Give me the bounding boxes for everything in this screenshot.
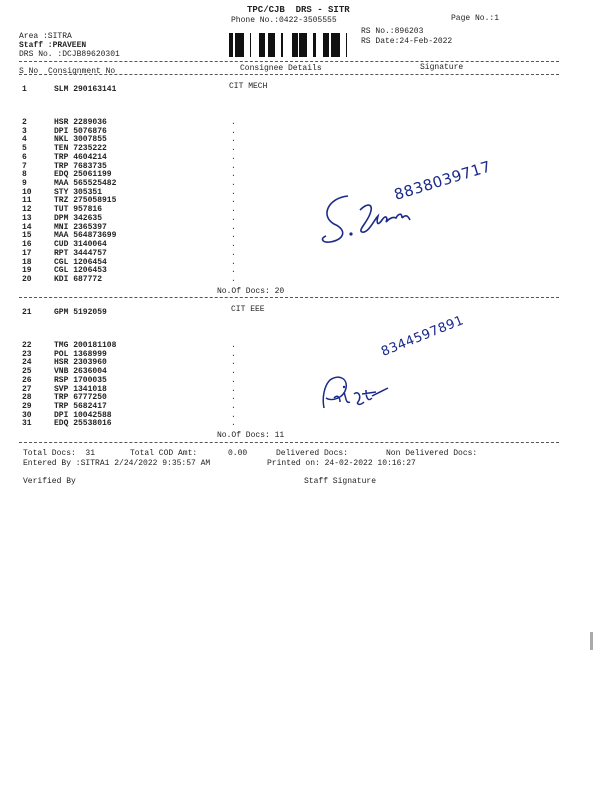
printed-on: Printed on: 24-02-2022 10:16:27 [267,459,416,468]
barcode-bar [323,33,325,57]
consignee-placeholder-dot: . [231,367,236,377]
table-row-consignment: CGL 1206453 [54,266,107,276]
barcode-bar [259,33,262,57]
consignee-placeholder-dot: . [231,179,236,189]
non-delivered-docs: Non Delivered Docs: [386,449,478,458]
table-row-sno: 18 [22,257,32,267]
verified-by: Verified By [23,477,76,486]
group2-signature-scribble [316,368,406,418]
barcode-bar [331,33,334,57]
barcode-bar [250,33,251,57]
barcode-bar [293,33,295,57]
barcode-bar [292,33,293,57]
table-row-consignment: TMG 200181108 [54,341,117,350]
table-row-consignment: DPI 5076876 [54,126,107,136]
table-row-sno: 30 [22,410,32,420]
group1-consignee: CIT MECH [229,82,268,91]
consignee-placeholder-dot: . [231,393,236,403]
table-row-consignment: HSR 2289036 [54,118,107,127]
barcode-bar [295,33,298,57]
table-row-sno: 31 [22,419,32,429]
table-row-sno: 17 [22,248,32,258]
consignee-placeholder-dot: . [231,410,236,420]
barcode-bar [304,33,305,57]
consignee-placeholder-dot: . [231,187,236,197]
table-row-sno: 14 [22,222,32,232]
barcode-bar [313,33,316,57]
table-row-sno: 15 [22,231,32,241]
consignee-placeholder-dot: . [231,274,236,284]
group1-handwritten-phone: 8838039717 [391,157,494,204]
staff-label: Staff :PRAVEEN [19,41,87,50]
consignee-placeholder-dot: . [231,170,236,180]
table-row-sno: 9 [22,179,27,189]
consignee-placeholder-dot: . [231,126,236,136]
barcode-bar [271,33,274,57]
group2-doc-count: No.Of Docs: 11 [217,431,285,440]
table-row-consignment: DPI 10042588 [54,410,112,420]
table-row-consignment: NKL 3007855 [54,135,107,145]
entered-by: Entered By :SITRA1 2/24/2022 9:35:57 AM [23,459,211,468]
table-row-consignment: EDQ 25538016 [54,419,112,429]
table-row-sno: 28 [22,393,32,403]
group1-doc-count: No.Of Docs: 20 [217,287,285,296]
barcode-bar [328,33,329,57]
group1-first-sno: 1 [22,85,27,94]
rs-number: RS No.:896203 [361,27,424,36]
barcode-bar [268,33,269,57]
table-row-consignment: EDQ 25061199 [54,170,112,180]
header-divider [19,61,559,62]
scan-artifact [590,632,593,650]
consignee-placeholder-dot: . [231,222,236,232]
table-row-sno: 5 [22,144,27,154]
staff-signature-label: Staff Signature [304,477,377,486]
table-row-sno: 2 [22,118,27,127]
table-row-sno: 26 [22,375,32,385]
barcode-bar [229,33,232,57]
group1-signature-scribble [318,184,558,254]
table-row-consignment: TRP 4604214 [54,152,107,162]
table-row-consignment: RPT 3444757 [54,248,107,258]
table-row-consignment: SVP 1341018 [54,384,107,394]
barcode-bar [335,33,337,57]
col-sno-header: S No [19,67,39,76]
barcode-bar [325,33,328,57]
table-row-sno: 4 [22,135,27,145]
table-row-consignment: MNI 2365397 [54,222,107,232]
col-signature-header: Signature [420,63,464,72]
document-title: TPC/CJB DRS - SITR [247,5,350,15]
consignee-placeholder-dot: . [231,213,236,223]
group1-first-consignment: SLM 290163141 [54,85,117,94]
consignee-placeholder-dot: . [231,248,236,258]
table-row-sno: 19 [22,266,32,276]
table-row-sno: 13 [22,213,32,223]
table-row-consignment: RSP 1700035 [54,375,107,385]
barcode-bar [263,33,265,57]
barcode-bar [346,33,347,57]
barcode-bar [299,33,301,57]
consignee-placeholder-dot: . [231,144,236,154]
barcode-bar [241,33,244,57]
barcode-bar [262,33,263,57]
table-row-sno: 12 [22,205,32,215]
footer-divider [19,442,559,443]
table-row-sno: 6 [22,152,27,162]
table-row-sno: 27 [22,384,32,394]
table-row-consignment: MAA 565525482 [54,179,117,189]
barcode-bar [238,33,239,57]
table-row-consignment: KDI 687772 [54,274,103,284]
table-row-sno: 3 [22,126,27,136]
table-row-sno: 16 [22,240,32,250]
barcode-bar [239,33,241,57]
consignee-placeholder-dot: . [231,358,236,368]
group-divider [19,297,559,298]
rs-date: RS Date:24-Feb-2022 [361,37,453,46]
consignee-placeholder-dot: . [231,419,236,429]
group2-consignee: CIT EEE [231,305,265,314]
consignee-placeholder-dot: . [231,196,236,206]
table-row-sno: 29 [22,402,32,412]
consignee-placeholder-dot: . [231,266,236,276]
col-consignee-header: Consignee Details [240,64,322,73]
table-row-consignment: MAA 564873699 [54,231,117,241]
table-row-consignment: TRZ 275058915 [54,196,117,206]
table-row-sno: 10 [22,187,32,197]
group2-handwritten-phone: 8344597891 [379,313,467,360]
consignee-placeholder-dot: . [231,135,236,145]
consignee-placeholder-dot: . [231,152,236,162]
consignee-placeholder-dot: . [231,118,236,127]
table-row-sno: 11 [22,196,32,206]
group2-first-consignment: GPM 5192059 [54,308,107,317]
consignee-placeholder-dot: . [231,240,236,250]
column-divider [19,74,559,75]
total-cod-value: 0.00 [228,449,248,458]
consignee-placeholder-dot: . [231,205,236,215]
table-row-sno: 23 [22,349,32,359]
consignee-placeholder-dot: . [231,384,236,394]
barcode-bar [281,33,283,57]
table-row-consignment: TUT 957816 [54,205,103,215]
table-row-sno: 20 [22,274,32,284]
page-number: Page No.:1 [451,14,500,23]
table-row-sno: 24 [22,358,32,368]
barcode-bar [305,33,307,57]
table-row-consignment: HSR 2303960 [54,358,107,368]
table-row-consignment: TRP 5682417 [54,402,107,412]
consignee-placeholder-dot: . [231,402,236,412]
table-row-consignment: TRP 7683735 [54,161,107,171]
barcode-bar [235,33,238,57]
group2-first-sno: 21 [22,308,32,317]
consignee-placeholder-dot: . [231,161,236,171]
delivered-docs: Delivered Docs: [276,449,349,458]
consignee-placeholder-dot: . [231,257,236,267]
table-row-consignment: CGL 1206454 [54,257,107,267]
col-consignment-header: Consignment No [48,67,116,76]
table-row-consignment: DPM 342635 [54,213,103,223]
table-row-consignment: VNB 2636004 [54,367,107,377]
barcode-bar [232,33,233,57]
barcode-bar [274,33,275,57]
drs-number: DRS No. :DCJB89620301 [19,50,120,59]
barcode [229,33,351,57]
consignee-placeholder-dot: . [231,375,236,385]
consignee-placeholder-dot: . [231,341,236,350]
total-docs: Total Docs: 31 [23,449,96,458]
barcode-bar [334,33,335,57]
consignee-placeholder-dot: . [231,231,236,241]
area-label: Area :SITRA [19,32,72,41]
table-row-sno: 22 [22,341,32,350]
table-row-consignment: POL 1368999 [54,349,107,359]
phone-number: Phone No.:0422-3505555 [231,16,337,25]
table-row-consignment: STY 305351 [54,187,103,197]
table-row-sno: 25 [22,367,32,377]
table-row-consignment: TEN 7235222 [54,144,107,154]
table-row-consignment: TRP 6777250 [54,393,107,403]
table-row-sno: 8 [22,170,27,180]
barcode-bar [269,33,271,57]
total-cod-label: Total COD Amt: [130,449,198,458]
barcode-bar [301,33,304,57]
consignee-placeholder-dot: . [231,349,236,359]
table-row-sno: 7 [22,161,27,171]
table-row-consignment: CUD 3140064 [54,240,107,250]
barcode-bar [337,33,340,57]
